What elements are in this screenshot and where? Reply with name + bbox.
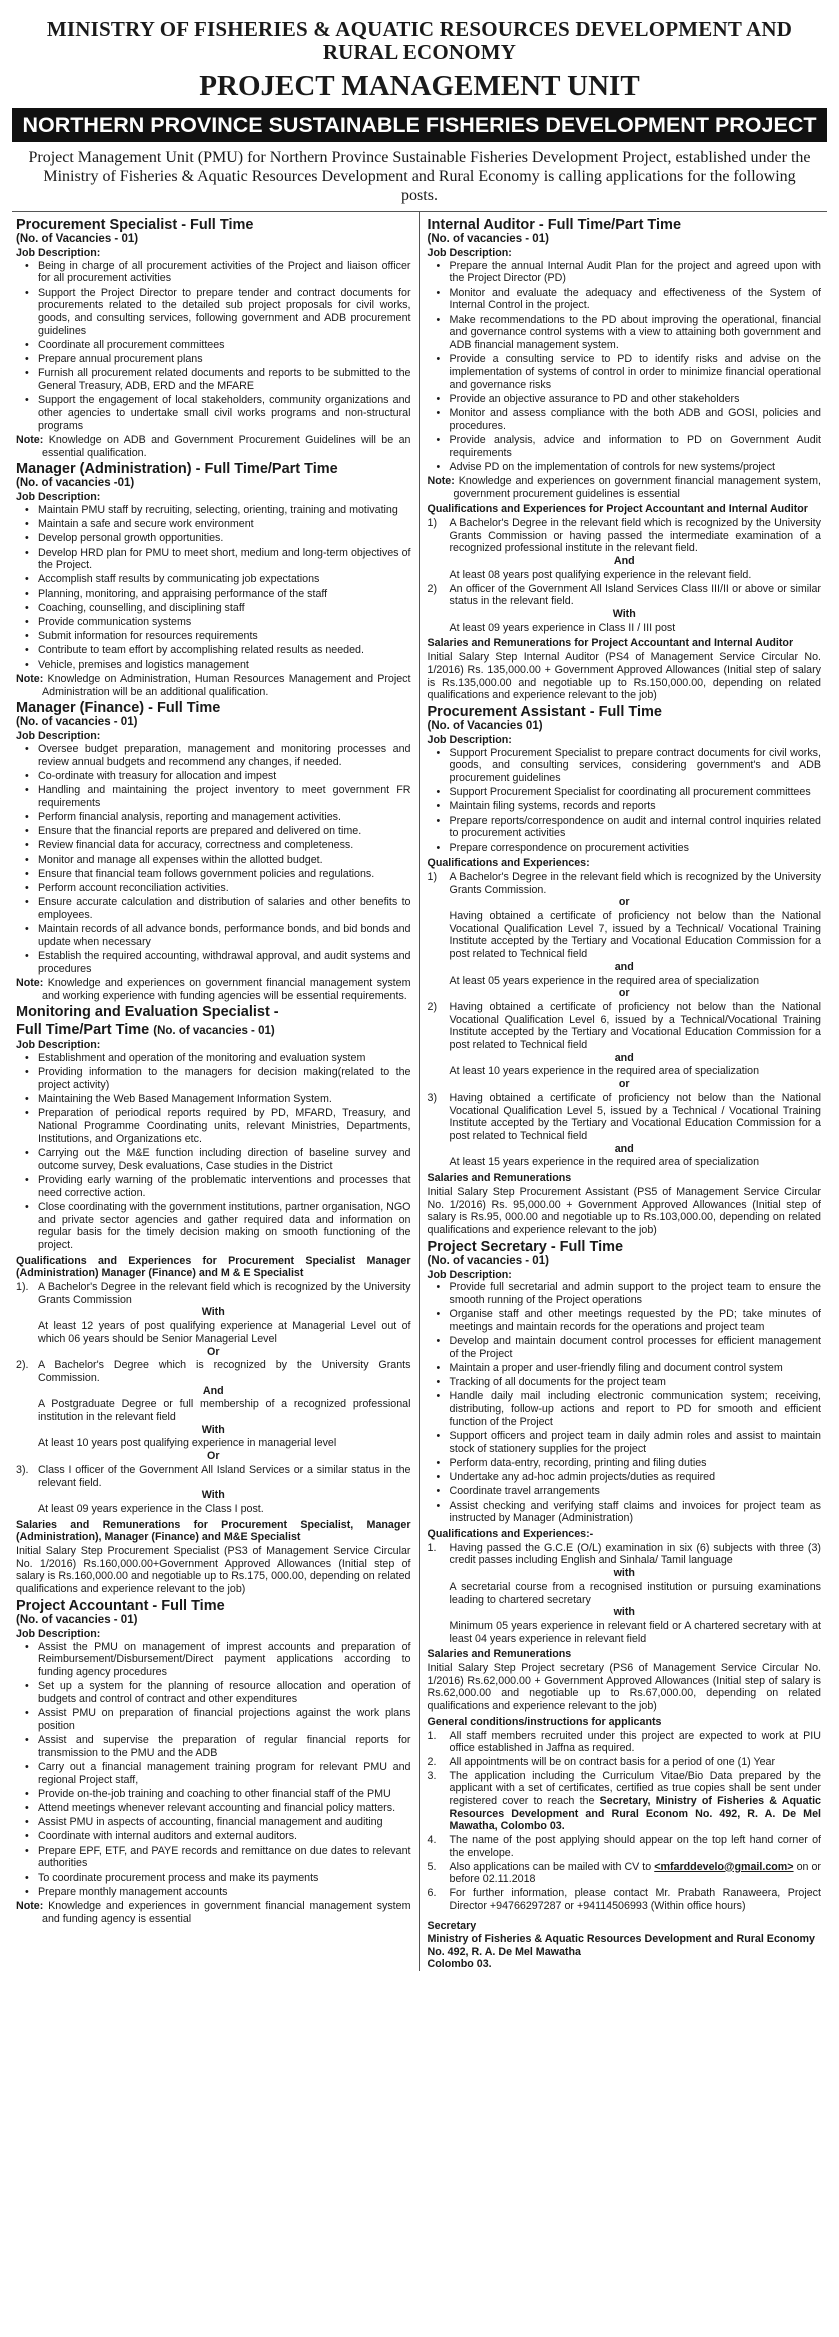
job-description-list [38, 260, 411, 433]
qualification-item: 1). A Bachelor's Degree in the relevant field which is recognized by the University Grants Commission [16, 1281, 411, 1306]
list-item: • Establishment and operation of the monitoring and evaluation system [38, 1052, 411, 1065]
connector: With [612, 607, 636, 620]
post-title: Internal Auditor - Full Time/Part Time [427, 217, 682, 233]
condition-item: 4. The name of the post applying should appear on the top left hand corner of the envelope. [427, 1834, 821, 1859]
ministry-title: MINISTRY OF FISHERIES & AQUATIC RESOURCES DEVELOPMENT AND RURAL ECONOMY [46, 17, 793, 64]
list-item: • Coaching, counselling, and disciplining staff [38, 602, 411, 615]
list-item: • Carrying out the M&E function including direction of baseline survey and outcome survey, Desk evaluations, Case studies in the District [38, 1147, 411, 1172]
condition-item: 1. All staff members recruited under this project are expected to work at PIU office established in Jaffna as required. [427, 1729, 821, 1755]
list-item: • Maintaining the Web Based Management Information System. [38, 1093, 411, 1106]
qualifications-heading: Qualifications and Experiences: [427, 857, 590, 870]
post-project-accountant [16, 1598, 411, 1925]
note [16, 1900, 411, 1925]
list-item: • Providing information to the managers for decision making(related to the project activity) [38, 1066, 411, 1091]
list-item: • Monitor and evaluate the adequacy and effectiveness of the System of Internal Control in the project. [450, 287, 822, 312]
list-item: • Prepare EPF, ETF, and PAYE records and remittance on due dates to relevant authorities [38, 1845, 411, 1870]
qualifications-senior-posts [16, 1255, 411, 1516]
salaries-heading: Salaries and Remunerations [427, 1172, 572, 1185]
post-me-specialist [16, 1004, 411, 1251]
connector: with [613, 1606, 635, 1619]
list-item: • Provide an objective assurance to PD and other stakeholders [450, 393, 822, 406]
connector: or [618, 987, 630, 1000]
note-text: Knowledge on ADB and Government Procurement Guidelines will be an essential qualification. [42, 433, 411, 459]
qualifications-heading: Qualifications and Experiences for Project Accountant and Internal Auditor [427, 503, 808, 516]
salaries-text: Initial Salary Step Procurement Specialist (PS3 of Management Service Circular No. 1/2016) Rs.160,000.00+Government Approved Allowances (Initial step of salary is Rs.160,000.00 and negotiable up to Rs.175, 000.00, depending on related qualifications and experience relevant to the job) [16, 1545, 411, 1596]
job-description-list [38, 1641, 411, 1899]
connector: and [614, 960, 634, 973]
list-item: • Support the Project Director to prepare tender and contract documents for procurements related to the detailed sub project proposals for civil works, goods, and consulting services, following government and ADB procurement guidelines [38, 287, 411, 338]
list-item: • Coordinate with internal auditors and external auditors. [38, 1830, 411, 1843]
qualification-item: 2) Having obtained a certificate of proficiency not below than the National Vocational Qualification Level 6, issued by a Technical/Vocational Training Institute accepted by the Tertiary and Vocational Education Commission for a post related to Technical field [427, 1000, 821, 1052]
list-item: • Accomplish staff results by communicating job expectations [38, 573, 411, 586]
connector: Or [207, 1345, 220, 1358]
project-banner: NORTHERN PROVINCE SUSTAINABLE FISHERIES DEVELOPMENT PROJECT [12, 108, 827, 142]
job-description-label: Job Description: [427, 1268, 512, 1281]
note-text: Knowledge on Administration, Human Resources Management and Project Administration will be an additional qualification. [42, 672, 411, 698]
list-item: • Handling and maintaining the project inventory to meet government FR requirements [38, 784, 411, 809]
list-item: • Attend meetings whenever relevant accounting and financial policy matters. [38, 1802, 411, 1815]
post-title: Procurement Specialist - Full Time [16, 217, 254, 233]
email-link[interactable]: <mfarddevelo@gmail.com> [654, 1860, 794, 1873]
qualifications-heading: Qualifications and Experiences for Procurement Specialist Manager (Administration) Manager (Finance) and M & E Specialist [16, 1254, 411, 1280]
note-label: Note: [16, 433, 44, 446]
post-title: Monitoring and Evaluation Specialist - [16, 1004, 279, 1021]
list-item: • Provide analysis, advice and information to PD on Government Audit requirements [450, 434, 822, 459]
list-item: • Carry out a financial management training program for relevant PMU and regional Project staff, [38, 1761, 411, 1786]
post-title: Project Accountant - Full Time [16, 1597, 225, 1614]
qualification-item: 1) A Bachelor's Degree in the relevant field which is recognized by the University Grants Commission. [427, 870, 821, 896]
job-description-label: Job Description: [16, 1039, 101, 1052]
list-item: • Establish the required accounting, withdrawal approval, and audit systems and procedures [38, 950, 411, 975]
vacancies: (No. of Vacancies 01) [427, 719, 543, 732]
list-item: • Prepare monthly management accounts [38, 1886, 411, 1899]
signature-line: Secretary [427, 1920, 477, 1933]
job-description-list [38, 504, 411, 671]
list-item: • Provide a consulting service to PD to identify risks and advise on the implementation of systems of control in order to minimize financial operational and governance risks [450, 353, 822, 391]
post-procurement-specialist [16, 217, 411, 459]
qualification-text: A secretarial course from a recognised institution or pursuing examinations leading to chartered secretary [449, 1580, 821, 1606]
list-item: • Advise PD on the implementation of controls for new systems/project [450, 461, 822, 474]
post-project-secretary [428, 1239, 822, 1713]
qualification-item: 2) An officer of the Government All Island Services Class III/II or above or similar status in the relevant field. [427, 582, 821, 608]
list-item: • Set up a system for the planning of resource allocation and operation of budgets and control of contract and other expenditures [38, 1680, 411, 1705]
post-title: Project Secretary - Full Time [427, 1238, 624, 1255]
connector: With [201, 1423, 225, 1436]
list-item: • Assist PMU in aspects of accounting, financial management and auditing [38, 1816, 411, 1829]
post-title-line2: Full Time/Part Time (No. of vacancies - 01) [16, 1022, 275, 1039]
job-description-label: Job Description: [16, 730, 101, 743]
list-item: • Support officers and project team in daily admin roles and assist to maintain stock of stationery supplies for the project [450, 1430, 822, 1455]
right-column [420, 212, 828, 1971]
job-description-list [450, 1281, 822, 1525]
qualification-text: At least 05 years experience in the required area of specialization [449, 974, 760, 987]
list-item: • Submit information for resources requirements [38, 630, 411, 643]
general-conditions [428, 1716, 822, 1913]
list-item: • Prepare annual procurement plans [38, 353, 411, 366]
list-item: • Maintain a safe and secure work environment [38, 518, 411, 531]
qualification-item: 3). Class I officer of the Government All Island Services or a similar status in the relevant field. [16, 1463, 411, 1489]
qualifications-accountant-auditor [428, 503, 822, 634]
qualification-text: A Postgraduate Degree or full membership of a recognized professional institution in the relevant field [38, 1398, 411, 1424]
list-item: • Assist checking and verifying staff claims and invoices for project team as instructed by Manager (Administration) [450, 1500, 822, 1525]
signature-line: Ministry of Fisheries & Aquatic Resources Development and Rural Economy [427, 1933, 815, 1946]
list-item: • Provide on-the-job training and coaching to other financial staff of the PMU [38, 1788, 411, 1801]
list-item: • Maintain records of all advance bonds, performance bonds, and bid bonds and update when necessary [38, 923, 411, 948]
note-text: Knowledge and experiences in government financial management system and funding agency is essential [42, 1899, 411, 1925]
general-heading: General conditions/instructions for applicants [427, 1715, 662, 1728]
note-text: Knowledge and experiences on government financial management system, government procurement guidelines is essential [453, 474, 821, 500]
qualification-text: At least 10 years post qualifying experience in managerial level [38, 1437, 337, 1450]
qualification-item: 2). A Bachelor's Degree which is recognized by the University Grants Commission. [16, 1359, 411, 1384]
salaries-senior-posts [16, 1519, 411, 1596]
salaries-accountant-auditor [428, 637, 822, 702]
note-label: Note: [427, 474, 455, 487]
list-item: • Provide full secretarial and admin support to the project team to ensure the smooth running of the Project operations [450, 1281, 822, 1306]
list-item: • Furnish all procurement related documents and reports to be submitted to the General Treasury, ADB, ERD and the MFARE [38, 367, 411, 392]
qualification-text: Minimum 05 years experience in relevant field or A chartered secretary with at least 04 years experience in relevant field [449, 1619, 821, 1645]
note [16, 977, 411, 1002]
list-item: • Provide communication systems [38, 616, 411, 629]
signature-line: No. 492, R. A. De Mel Mawatha [427, 1945, 581, 1958]
connector: With [201, 1489, 225, 1502]
connector: or [618, 1078, 630, 1091]
list-item: • Ensure that financial team follows government policies and regulations. [38, 868, 411, 881]
condition-item: 6. For further information, please contact Mr. Prabath Ranaweera, Project Director +94766297287 or +94114506993 (Within office hours) [427, 1886, 821, 1912]
qualification-item: 1) A Bachelor's Degree in the relevant field which is recognized by the University Grants Commission or having passed the intermediate examination of a recognized professional institute in the relevant field. [427, 517, 821, 555]
salaries-text: Initial Salary Step Procurement Assistant (PS5 of Management Service Circular No. 1/2016) Rs. 95,000.00 + Government Approved Allowances (Initial step of salary is Rs.95, 000.00 and negotiable up to Rs.103,000.00, depending on related qualifications and experience relevant to the job) [427, 1185, 821, 1236]
post-procurement-assistant [428, 704, 822, 1237]
list-item: • Coordinate all procurement committees [38, 339, 411, 352]
qualification-text: At least 10 years experience in the required area of specialization [449, 1065, 760, 1078]
vacancies: (No. of vacancies - 01) [427, 1254, 549, 1267]
note-label: Note: [16, 1899, 44, 1912]
qualification-text: At least 12 years of post qualifying experience at Managerial Level out of which 06 years should be Senior Managerial Level [38, 1320, 411, 1345]
connector: And [202, 1384, 224, 1397]
job-description-label: Job Description: [427, 733, 512, 746]
list-item: • Monitor and manage all expenses within the allotted budget. [38, 854, 411, 867]
list-item: • Maintain PMU staff by recruiting, selecting, orienting, training and motivating [38, 504, 411, 517]
post-manager-finance [16, 700, 411, 1002]
job-description-label: Job Description: [427, 247, 512, 259]
list-item: • Support Procurement Specialist for coordinating all procurement committees [450, 786, 822, 799]
list-item: • Vehicle, premises and logistics management [38, 659, 411, 672]
connector: with [613, 1567, 635, 1580]
vacancies: (No. of Vacancies - 01) [16, 233, 139, 245]
connector: Or [207, 1450, 220, 1463]
job-description-list [450, 747, 822, 855]
signature-line: Colombo 03. [427, 1958, 492, 1971]
salaries-text: Initial Salary Step Project secretary (PS6 of Management Service Circular No. 1/2016) Rs.62,000.00 + Government Approved Allowances (Initial step of salary is Rs.62,000.00 and negotiable up to Rs.67,000.00, depending on related qualifications and experience relevant to the job) [427, 1662, 821, 1713]
note-label: Note: [16, 976, 44, 989]
qualification-item: 1. Having passed the G.C.E (O/L) examination in six (6) subjects with three (3) credit passes including English and Sinhala/ Tamil language [427, 1541, 821, 1567]
list-item: • Make recommendations to the PD about improving the operational, financial and governance control systems with a view to attaining both government and ADB financial management system. [450, 314, 822, 352]
list-item: • Assist the PMU on management of imprest accounts and preparation of Reimbursement/Disbursement/Direct payment applications according to funding agency procedures [38, 1641, 411, 1679]
vacancies: (No. of vacancies - 01) [16, 1613, 138, 1626]
list-item: • Support the engagement of local stakeholders, community organizations and other agencies to undertake small civil works programs and non-structural programs [38, 394, 411, 432]
list-item: • Monitor and assess compliance with the both ADB and GOSI, policies and procedures. [450, 407, 822, 432]
mailing-address: Secretary, Ministry of Fisheries & Aquatic Resources Development and Rural Econom No. 492, R. A. De Mel Mawatha, Colombo 03. [449, 1795, 821, 1833]
post-title: Manager (Administration) - Full Time/Part Time [16, 461, 338, 478]
note [16, 434, 411, 459]
list-item: • Develop personal growth opportunities. [38, 532, 411, 545]
vacancies: (No. of vacancies - 01) [153, 1025, 275, 1038]
qualification-text: At least 09 years experience in Class II / III post [449, 621, 676, 634]
qualification-text: At least 15 years experience in the required area of specialization [449, 1156, 760, 1169]
list-item: • Planning, monitoring, and appraising performance of the staff [38, 588, 411, 601]
list-item: • Review financial data for accuracy, correctness and completeness. [38, 839, 411, 852]
salaries-text: Initial Salary Step Internal Auditor (PS4 of Management Service Circular No. 1/2016) Rs. 135,000.00 + Government Approved Allowances (Initial step of salary is Rs.135,000.00 and negotiable up to Rs.150,000.00, depending on related qualifications and experience relevant to the job) [427, 651, 821, 702]
salaries-heading: Salaries and Remunerations for Procurement Specialist, Manager (Administration), Manager (Finance) and M&E Specialist [16, 1518, 411, 1544]
salaries-heading: Salaries and Remunerations [427, 1648, 572, 1661]
post-manager-administration [16, 461, 411, 698]
list-item: • Providing early warning of the problematic interventions and processes that need corrective action. [38, 1174, 411, 1199]
list-item: • To coordinate procurement process and make its payments [38, 1872, 411, 1885]
note [428, 475, 822, 500]
post-title: Procurement Assistant - Full Time [427, 703, 662, 720]
condition-item: 5. Also applications can be mailed with CV to <mfarddevelo@gmail.com> on or before 02.11.2018 [427, 1860, 821, 1886]
list-item: • Perform account reconciliation activities. [38, 882, 411, 895]
list-item: • Develop and maintain document control processes for efficient management of the Project [450, 1335, 822, 1360]
list-item: • Maintain filing systems, records and reports [450, 800, 822, 813]
connector: With [201, 1306, 225, 1319]
job-description-label: Job Description: [16, 491, 101, 504]
note [16, 673, 411, 698]
list-item: • Prepare correspondence on procurement activities [450, 842, 822, 855]
qualification-item: 3) Having obtained a certificate of proficiency not below than the National Vocational Qualification Level 5, issued by a Technical / Vocational Training Institute accepted by the Tertiary and Vocational Education Commission for a post related to Technical field [427, 1091, 821, 1142]
left-column [12, 212, 420, 1971]
list-item: • Undertake any ad-hoc admin projects/duties as required [450, 1471, 822, 1484]
qualification-text: At least 09 years experience in the Class I post. [38, 1502, 264, 1515]
signature-block [428, 1920, 822, 1971]
list-item: • Maintain a proper and user-friendly filing and document control system [450, 1362, 822, 1375]
list-item: • Ensure that the financial reports are prepared and delivered on time. [38, 825, 411, 838]
list-item: • Being in charge of all procurement activities of the Project and liaison officer for all procurement activities [38, 260, 411, 285]
qualification-text: Having obtained a certificate of proficiency not below than the National Vocational Qualification Level 7, issued by a Technical/ Vocational Training Institute accepted by the Tertiary and Vocational Education Commission for a post related to Technical field [449, 910, 821, 961]
post-internal-auditor [428, 217, 822, 500]
job-description-label: Job Description: [16, 247, 101, 259]
connector: And [613, 555, 635, 568]
list-item: • Assist and supervise the preparation of regular financial reports for transmission to the PMU and the ADB [38, 1734, 411, 1759]
connector: and [614, 1051, 634, 1064]
list-item: • Oversee budget preparation, management and monitoring processes and review annual budgets and recommend any changes, if needed. [38, 743, 411, 768]
condition-item: 3. The application including the Curriculum Vitae/Bio Data prepared by the applicant with a set of certificates, certified as true copies shall be sent under registered cover to reach the Secretary, Ministry of Fisheries & Aquatic Resources Development and Rural Econom No. 492, R. A. De Mel Mawatha, Colombo 03. [427, 1769, 821, 1833]
job-description-list [38, 743, 411, 975]
job-description-list [450, 260, 822, 474]
list-item: • Organise staff and other meetings requested by the PD; take minutes of meetings and maintain records for the operations and project team [450, 1308, 822, 1333]
list-item: • Coordinate travel arrangements [450, 1485, 822, 1498]
intro-paragraph: Project Management Unit (PMU) for Northern Province Sustainable Fisheries Development Project, established under the Ministry of Fisheries & Aquatic Resources Development and Rural Economy is calling applications for the following posts. [28, 149, 811, 204]
list-item: • Develop HRD plan for PMU to meet short, medium and long-term objectives of the Project. [38, 547, 411, 572]
list-item: • Prepare reports/correspondence on audit and internal control inquiries related to procurement activities [450, 815, 822, 840]
job-description-label: Job Description: [16, 1627, 101, 1640]
two-column-body [12, 211, 827, 1971]
salaries-heading: Salaries and Remunerations for Project Accountant and Internal Auditor [427, 637, 794, 650]
qualification-text: At least 08 years post qualifying experience in the relevant field. [449, 568, 752, 581]
connector: or [618, 896, 630, 909]
job-description-list [38, 1052, 411, 1252]
list-item: • Ensure accurate calculation and distribution of salaries and other benefits to employees. [38, 896, 411, 921]
note-text: Knowledge and experiences on government financial management system and working experience with funding agencies will be essential requirements. [42, 976, 411, 1002]
list-item: • Co-ordinate with treasury for allocation and impest [38, 770, 411, 783]
condition-item: 2. All appointments will be on contract basis for a period of one (1) Year [427, 1755, 776, 1768]
qualifications-heading: Qualifications and Experiences:- [427, 1527, 594, 1540]
unit-title: PROJECT MANAGEMENT UNIT [199, 70, 640, 102]
list-item: • Perform financial analysis, reporting and management activities. [38, 811, 411, 824]
vacancies: (No. of vacancies -01) [16, 477, 135, 490]
vacancies: (No. of vacancies - 01) [16, 716, 138, 729]
vacancies: (No. of vacancies - 01) [427, 233, 549, 245]
list-item: • Prepare the annual Internal Audit Plan for the project and agreed upon with the Project Director (PD) [450, 260, 822, 285]
connector: and [614, 1142, 634, 1155]
list-item: • Close coordinating with the government institutions, partner organisation, NGO and private sector agencies and gather required data and information on regular basis for the timely decision making on smooth functioning of the project. [38, 1201, 411, 1252]
list-item: • Handle daily mail including electronic communication system; receiving, distributing, follow-up actions and report to PD for smooth and efficient function of the Project [450, 1390, 822, 1428]
list-item: • Tracking of all documents for the project team [450, 1376, 822, 1389]
list-item: • Preparation of periodical reports required by PD, MFARD, Treasury, and National Programme Coordinating units, relevant Ministries, Departments, Institutions, and Organizations etc. [38, 1107, 411, 1145]
note-label: Note: [16, 672, 44, 685]
post-title: Manager (Finance) - Full Time [16, 700, 221, 717]
list-item: • Support Procurement Specialist to prepare contract documents for civil works, goods, and consulting services, considering government's and ADB procurement guidelines [450, 747, 822, 785]
list-item: • Contribute to team effort by accomplishing related results as needed. [38, 644, 411, 657]
list-item: • Perform data-entry, recording, printing and filing duties [450, 1457, 822, 1470]
list-item: • Assist PMU on preparation of financial projections against the work plans position [38, 1707, 411, 1732]
